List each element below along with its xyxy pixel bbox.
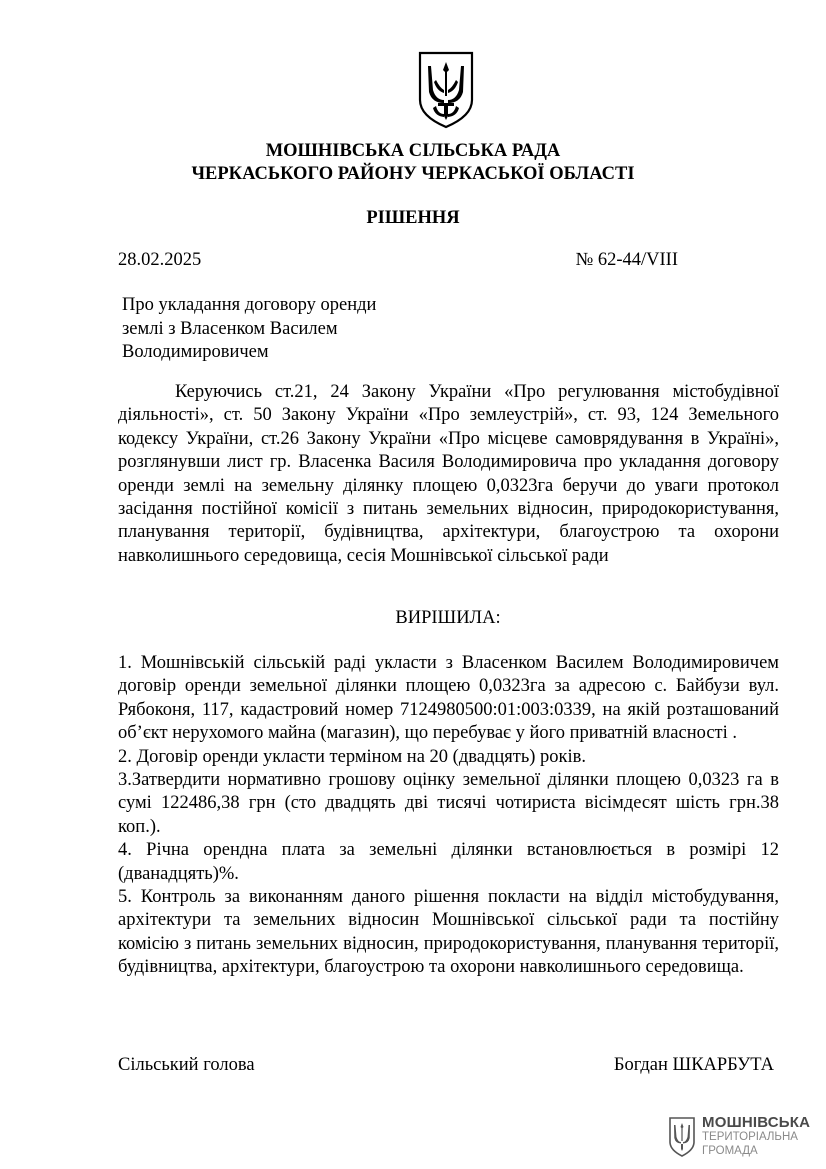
resolution-items [118, 652, 779, 980]
subject-line: Про укладання договору оренди [122, 295, 377, 315]
decision-subject [122, 294, 442, 365]
decision-number: № 62-44/VIII [575, 250, 678, 270]
resolution-item: 4. Річна орендна плата за земельні ділянки встановлюється в розмірі 12 (дванадцять)%. [118, 840, 779, 884]
logo-line-1: МОШНІВСЬКА [702, 1114, 811, 1131]
signatory-title: Сільський голова [118, 1055, 255, 1075]
decision-date: 28.02.2025 [118, 250, 202, 270]
logo-line-3: ГРОМАДА [702, 1144, 758, 1157]
resolution-item: 2. Договір оренди укласти терміном на 20 (двадцять) років. [118, 746, 587, 767]
preamble-paragraph: Керуючись ст.21, 24 Закону України «Про регулювання містобудівної діяльності», ст. 50 Закону України «Про землеустрій», ст. 93, 124 Земельного кодексу України, ст.26 Закону України «Про місцеве самоврядування в Україні», розглянувши лист гр. Власенка Василя Володимировича про укладання договору оренди землі на земельну ділянку площею 0,0323га беручи до уваги протокол засідання постійної комісії з питань земельних відносин, природокористування, планування території, будівництва, архітектури, благоустрою та охорони навколишнього середовища, сесія Мошнівської сільської ради [118, 382, 779, 566]
resolution-item: 3.Затвердити нормативно грошову оцінку земельної ділянки площею 0,0323 га в сумі 122486,38 грн (сто двадцять дві тисячі чотириста вісімдесят шість грн.38 коп.). [118, 770, 779, 837]
resolution-heading: ВИРІШИЛА: [395, 608, 501, 628]
trident-icon [668, 1117, 696, 1157]
signatory-name: Богдан ШКАРБУТА [613, 1055, 774, 1075]
community-logo [668, 1114, 811, 1161]
council-name: МОШНІВСЬКА СІЛЬСЬКА РАДА [265, 141, 561, 161]
subject-line: Володимировичем [122, 342, 269, 362]
resolution-item: 1. Мошнівській сільській раді укласти з Власенком Василем Володимировичем договір оренди земельної ділянки площею 0,0323га за адресою с. Байбузи вул. Рябоконя, 117, кадастровий номер 7124980500:01:003:0339, на якій розташований об’єкт нерухомого майна (магазин), що перебуває у його приватній власності . [118, 653, 779, 744]
coat-of-arms-icon [416, 50, 476, 130]
logo-line-2: ТЕРИТОРІАЛЬНА [702, 1131, 798, 1143]
document-title: РІШЕННЯ [366, 208, 460, 228]
district-name: ЧЕРКАСЬКОГО РАЙОНУ ЧЕРКАСЬКОЇ ОБЛАСТІ [191, 164, 635, 184]
subject-line: землі з Власенком Василем [122, 318, 338, 339]
resolution-item: 5. Контроль за виконанням даного рішення покласти на відділ містобудування, архітектури та земельних відносин Мошнівської сільської ради та постійну комісію з питань земельних відносин, природокористування, планування території, будівництва, архітектури, благоустрою та охорони навколишнього середовища. [118, 887, 779, 978]
